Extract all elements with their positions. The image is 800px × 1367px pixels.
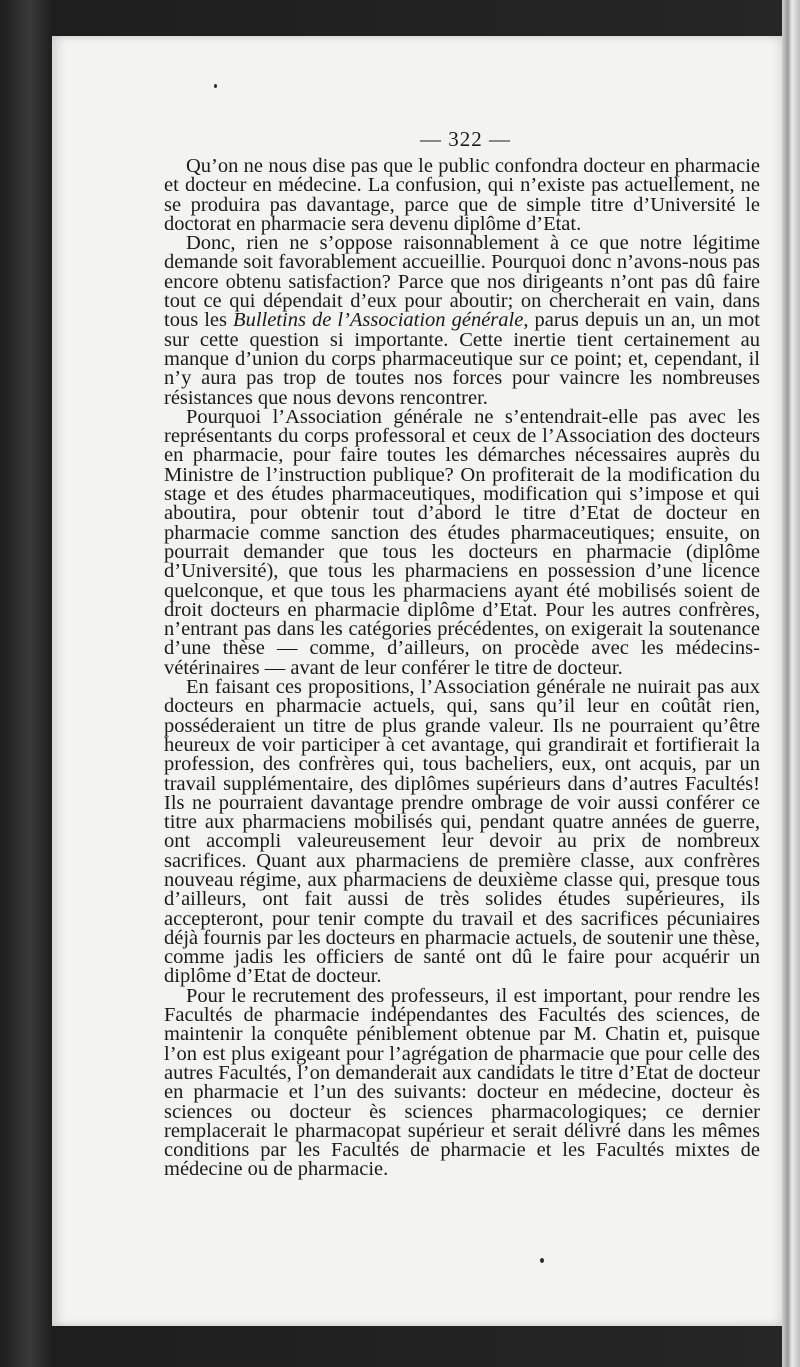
paragraph-2-text-b: , parus depuis un an, un mot sur cette question si importante. Cette inertie tient certainement au manque d’union du corps pharmaceutique sur ce point; et, cependant, il n’y aura pas trop de toutes nos forces pour vaincre les nombreuses résistances que nous devons rencontrer. <box>164 309 761 409</box>
paragraph-2 <box>164 234 760 408</box>
bulletins-title: Bulletins de l’Association générale <box>233 309 524 332</box>
paragraph-2-text-a: Donc, rien ne s’oppose raisonnablement à ce que notre légitime demande soit favorablement accueillie. Pourquoi donc n’avons-nous pas encore obtenu satisfaction? Parce que nos dirigeants n’ont pas dû faire tout ce qui dépendait d’eux pour aboutir; on chercherait en vain, dans tous les <box>164 232 760 332</box>
ink-speck <box>540 1258 544 1263</box>
paragraph-5: Pour le recrutement des professeurs, il est important, pour rendre les Facultés de pharmacie indépendantes des Facultés des sciences, de maintenir la conquête péniblement obtenue par M. Chatin et, puisque l’on est plus exigeant pour l’agrégation de pharmacie que pour celle des autres Facultés, l’on demanderait aux candidats le titre d’Etat de docteur en pharmacie et l’un des suivants: docteur en médecine, docteur ès sciences ou docteur ès sciences pharmacologiques; ce dernier remplacerait le pharmacopat supérieur et serait délivré dans les mêmes conditions par les Facultés de pharmacie et les Facultés mixtes de médecine ou de pharmacie. <box>164 984 760 1181</box>
paragraph-4: En faisant ces propositions, l’Association générale ne nuirait pas aux docteurs en pharmacie actuels, qui, sans qu’il leur en coûtât rien, posséderaient un titre de plus grande valeur. Ils ne pourraient qu’être heureux de voir participer à cet avantage, qui grandirait et fortifierait la profession, des confrères qui, tous bacheliers, eux, ont acquis, par un travail supplémentaire, des diplômes supérieurs dans d’autres Facultés! Ils ne pourraient davantage prendre ombrage de voir aussi conférer ce titre aux pharmaciens mobilisés qui, pendant quatre années de guerre, ont accompli valeureusement leur devoir au prix de nombreux sacrifices. Quant aux pharmaciens de première classe, aux confrères nouveau régime, aux pharmaciens de deuxième classe qui, presque tous d’ailleurs, ont fait aussi de très solides études supérieures, ils accepteront, pour tenir compte du travail et des sacrifices pécuniaires déjà fournis par les docteurs en pharmacie actuels, de soutenir une thèse, comme jadis les officiers de santé ont dû le faire pour acquérir un diplôme d’Etat de docteur. <box>164 676 760 988</box>
paragraph-1: Qu’on ne nous dise pas que le public confondra docteur en pharmacie et docteur en médecine. La confusion, qui n’existe pas actuellement, ne se produira pas davantage, parce que de simple titre d’Université le doctorat en pharmacie sera devenu diplôme d’Etat. <box>164 155 760 235</box>
page-number: — 322 — <box>420 127 511 151</box>
paragraph-3: Pourquoi l’Association générale ne s’entendrait-elle pas avec les représentants du corps professoral et ceux de l’Association des docteurs en pharmacie, pour faire toutes les démarches nécessaires auprès du Ministre de l’instruction publique? On profiterait de la modification du stage et des études pharmaceutiques, modification qui s’impose et qui aboutira, pour obtenir tout d’abord le titre d’Etat de docteur en pharmacie comme sanction des études pharmaceutiques; ensuite, on pourrait demander que tous les docteurs en pharmacie (diplôme d’Université), que tous les pharmaciens en possession d’une licence quelconque, et que tous les pharmaciens ayant été mobilisés soient de droit docteurs en pharmacie diplôme d’Etat. Pour les autres confrères, n’entrant pas dans les catégories précédentes, on exigerait la soutenance d’une thèse — comme, d’ailleurs, on procède avec les médecins-vétérinaires — avant de leur conférer le titre de docteur. <box>164 405 760 679</box>
body-text <box>164 157 760 1180</box>
page-stack-edge <box>782 0 800 1367</box>
ink-speck <box>214 84 217 88</box>
